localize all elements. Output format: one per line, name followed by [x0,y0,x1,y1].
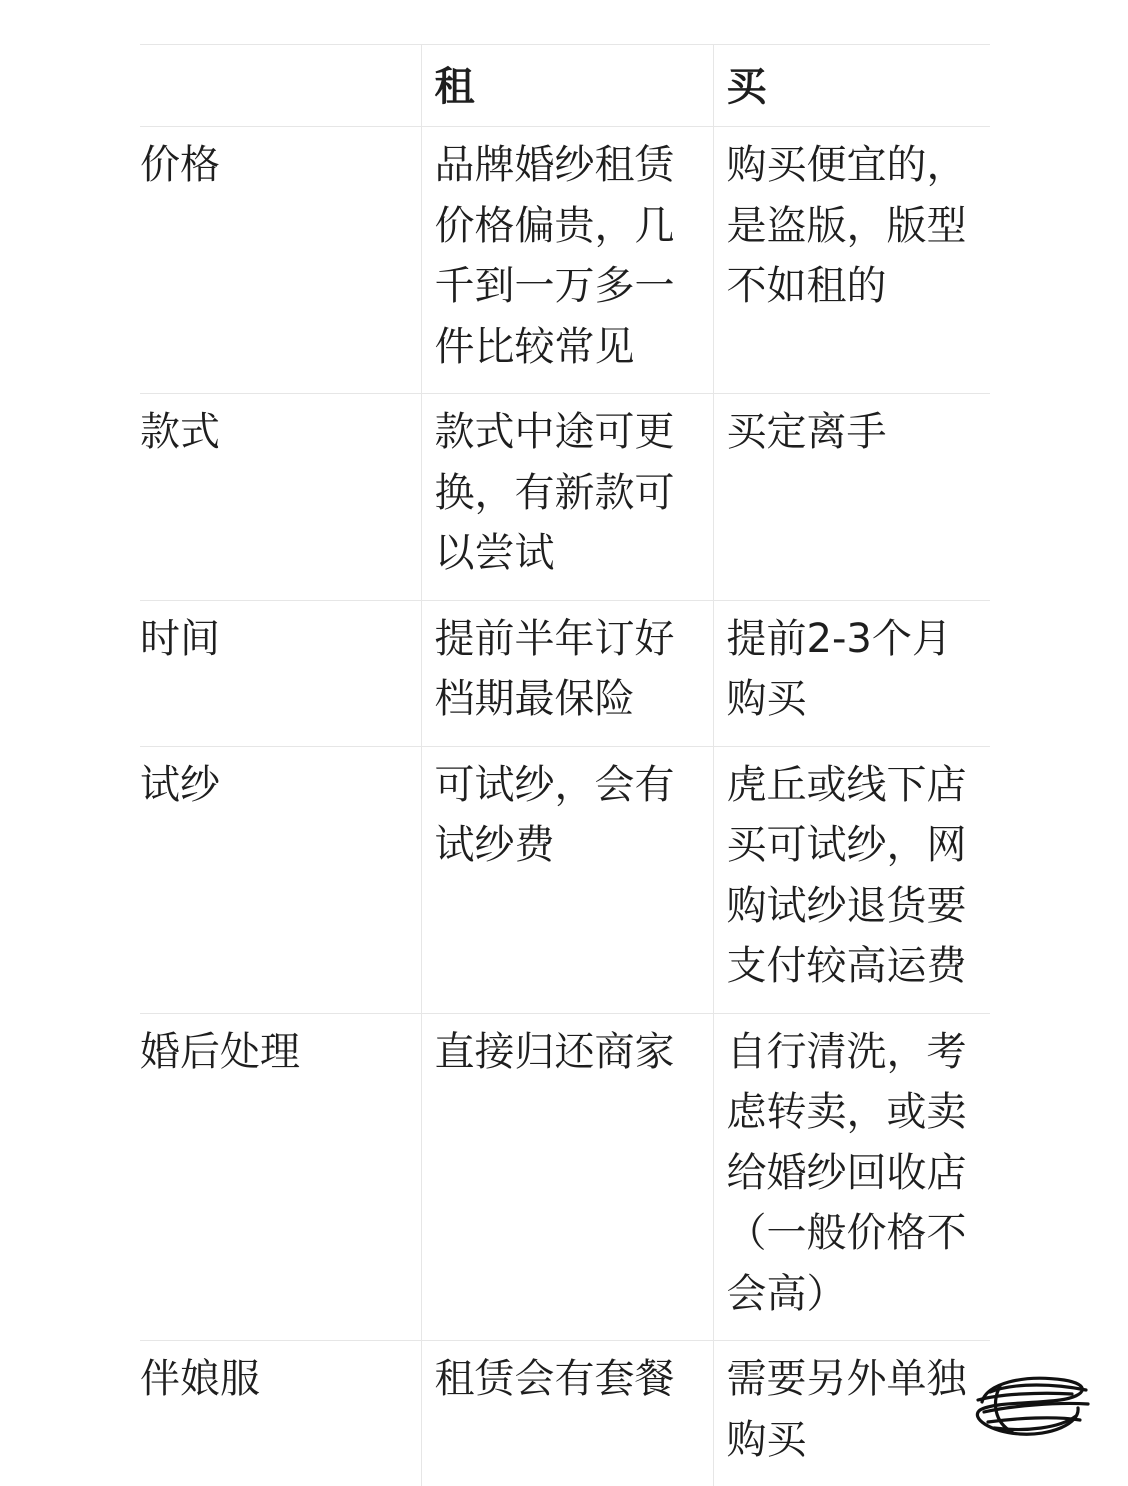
row-label [140,1013,421,1341]
row-label [140,1341,421,1486]
buy-cell [713,1341,990,1486]
row-label-text: 款式 [140,402,409,463]
rent-cell-text: 款式中途可更换，有新款可以尝试 [435,402,701,584]
buy-cell-text: 虎丘或线下店买可试纱，网购试纱退货要支付较高运费 [727,755,991,997]
rent-vs-buy-table [140,44,990,1486]
buy-cell-text: 自行清洗，考虑转卖，或卖给婚纱回收店（一般价格不会高） [727,1022,991,1325]
table-row-fitting [140,746,990,1013]
row-label [140,746,421,1013]
table-row-price [140,127,990,394]
buy-cell [713,394,990,601]
rent-cell-text: 品牌婚纱租赁价格偏贵，几千到一万多一件比较常见 [435,135,701,377]
buy-cell-text: 购买便宜的，是盗版，版型不如租的 [727,135,991,317]
buy-cell-text: 需要另外单独购买 [727,1349,991,1470]
table-header-row [140,45,990,127]
buy-cell-text: 提前2-3个月购买 [727,609,991,730]
rent-cell [421,746,713,1013]
header-rent: 租 [421,45,713,127]
table-row-bridesmaid [140,1341,990,1486]
rent-cell-text: 租赁会有套餐 [435,1349,701,1410]
rent-cell [421,394,713,601]
scribble-redaction-mark [960,1362,1100,1440]
buy-cell-text: 买定离手 [727,402,991,463]
rent-cell [421,127,713,394]
table-row-style [140,394,990,601]
row-label-text: 伴娘服 [140,1349,409,1410]
row-label [140,394,421,601]
buy-cell [713,600,990,746]
table-row-after-wedding [140,1013,990,1341]
row-label-text: 时间 [140,609,409,670]
rent-cell [421,1013,713,1341]
row-label-text: 婚后处理 [140,1022,409,1083]
buy-cell [713,127,990,394]
row-label [140,600,421,746]
comparison-table-container [140,44,990,1486]
rent-cell-text: 可试纱，会有试纱费 [435,755,701,876]
row-label-text: 价格 [140,135,409,196]
row-label [140,127,421,394]
rent-cell [421,600,713,746]
header-empty [140,45,421,127]
table-row-time [140,600,990,746]
buy-cell [713,1013,990,1341]
rent-cell [421,1341,713,1486]
row-label-text: 试纱 [140,755,409,816]
rent-cell-text: 提前半年订好档期最保险 [435,609,701,730]
rent-cell-text: 直接归还商家 [435,1022,701,1083]
buy-cell [713,746,990,1013]
header-buy: 买 [713,45,990,127]
